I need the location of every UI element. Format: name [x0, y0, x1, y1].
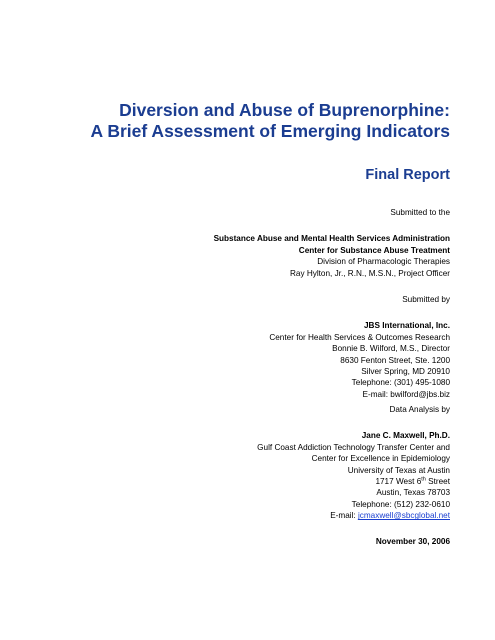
title-line-2: A Brief Assessment of Emerging Indicators [90, 121, 450, 141]
analyst-university: University of Texas at Austin [347, 465, 450, 475]
org-email: E-mail: bwilford@jbs.biz [362, 389, 450, 399]
org-director: Bonnie B. Wilford, M.S., Director [332, 344, 450, 354]
org-city: Silver Spring, MD 20910 [361, 367, 450, 377]
submitted-by-label: Submitted by [402, 295, 450, 304]
org-phone: Telephone: (301) 495-1080 [351, 378, 450, 388]
analyst-phone: Telephone: (512) 232-0610 [351, 499, 450, 509]
data-analysis-label: Data Analysis by [389, 405, 450, 414]
org-center: Center for Health Services & Outcomes Research [269, 332, 450, 342]
title-line-1: Diversion and Abuse of Buprenorphine: [119, 100, 450, 120]
division-name: Division of Pharmacologic Therapies [317, 257, 450, 267]
org-name: JBS International, Inc. [364, 321, 450, 331]
analyst-center-2: Center for Excellence in Epidemiology [311, 454, 450, 464]
center-name: Center for Substance Abuse Treatment [298, 245, 450, 255]
submitted-to-label: Submitted to the [390, 208, 450, 217]
data-analysis-block [257, 404, 450, 522]
project-officer: Ray Hylton, Jr., R.N., M.S.N., Project Officer [290, 268, 450, 278]
org-street: 8630 Fenton Street, Ste. 1200 [340, 355, 450, 365]
analyst-name: Jane C. Maxwell, Ph.D. [361, 431, 450, 441]
agency-name: Substance Abuse and Mental Health Services Administration [213, 234, 450, 244]
analyst-city: Austin, Texas 78703 [376, 488, 450, 498]
report-date: November 30, 2006 [375, 537, 450, 546]
analyst-email-link[interactable]: jcmaxwell@sbcglobal.net [357, 511, 450, 521]
report-title [30, 100, 450, 142]
analyst-email-line: E-mail: jcmaxwell@sbcglobal.net [330, 511, 450, 521]
submitted-to-block [214, 207, 450, 279]
report-subtitle: Final Report [365, 167, 450, 183]
analyst-street: 1717 West 6th Street [375, 476, 450, 487]
submitted-by-block [269, 294, 450, 400]
analyst-center-1: Gulf Coast Addiction Technology Transfer Center and [257, 442, 450, 452]
